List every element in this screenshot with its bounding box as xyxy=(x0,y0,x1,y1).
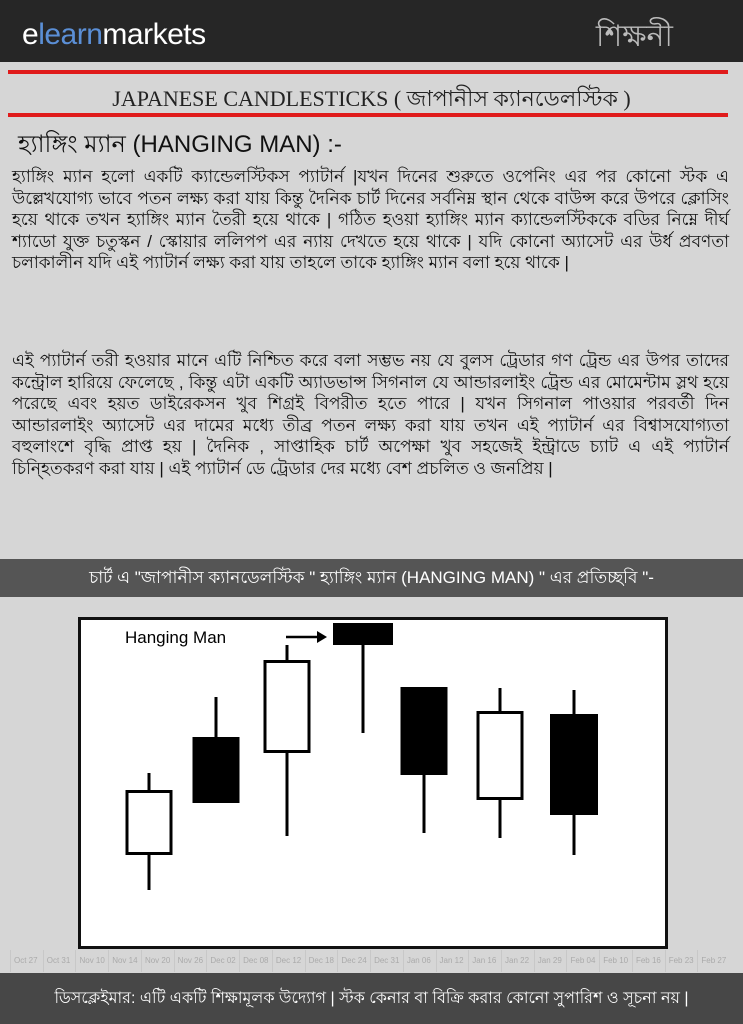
brand-bengali: শিক্ষনী xyxy=(595,19,673,54)
arrow-head-icon xyxy=(317,631,327,643)
date-label: Feb 16 xyxy=(632,950,665,972)
date-label: Dec 12 xyxy=(272,950,305,972)
date-label: Oct 31 xyxy=(43,950,76,972)
candlestick-chart xyxy=(78,617,668,949)
disclaimer: ডিসক্লেইমার: এটি একটি শিক্ষামূলক উদ্যোগ | স্টক কেনার বা বিক্রি করার কোনো সুপারিশ ও সূচনা নয় | xyxy=(0,973,743,1024)
logo-text: markets xyxy=(102,18,206,51)
annotation-label: Hanging Man xyxy=(125,628,227,647)
elearnmarkets-logo xyxy=(22,18,206,52)
date-label: Feb 10 xyxy=(599,950,632,972)
bearish-candle xyxy=(335,625,392,644)
date-label: Dec 18 xyxy=(305,950,338,972)
candlestick-svg xyxy=(81,620,665,946)
date-label: Nov 14 xyxy=(108,950,141,972)
date-label: Jan 06 xyxy=(403,950,436,972)
date-label: Dec 24 xyxy=(337,950,370,972)
date-label: Nov 26 xyxy=(174,950,207,972)
page-title: JAPANESE CANDLESTICKS ( জাপানীস ক্যানডেলস্টিক ) xyxy=(112,86,631,111)
date-label: Oct 27 xyxy=(10,950,43,972)
background-date-axis xyxy=(10,950,730,972)
date-label: Feb 23 xyxy=(665,950,698,972)
header-bar xyxy=(0,0,743,62)
paragraph: এই প্যাটার্ন তরী হওয়ার মানে এটি নিশ্চিত করে বলা সম্ভভ নয় যে বুলস ট্রেডার গণ ট্রেন্ড এর উপর তাদের কন্ট্রোল হারিয়ে ফেলেছে , কিন্তু এটা একটি অ্যাডভান্স সিগনাল যে আন্ডারলাইং ট্রেন্ড এর মোমেন্টাম স্লথ হয়ে পরেছে এবং হয়ত ডাইরেকসন খুব শিগ্রই বিপরীত হতে পারে | যখন সিগনাল পাওয়ার পরবর্তী দিন আন্ডারলাইং অ্যাসেট এর দামের মধ্যে তীব্র পতন লক্ষ্য করা যায় তখন এই প্যাটার্ন এর বিশ্বাসযোগ্যতা বহুলাংশে বৃদ্ধি প্রাপ্ত হয় | দৈনিক , সাপ্তাহিক চার্ট অপেক্ষা খুব সহজেই ইন্ট্রাডে চ্যাট এ এই প্যাটার্ন চিন্হিতকরণ করা যায় | এই প্যাটার্ন ডে ট্রেডার দের মধ্যে বেশ প্রচলিত ও জনপ্রিয় | xyxy=(12,351,729,478)
date-label: Jan 22 xyxy=(501,950,534,972)
section-heading: হ্যাঙ্গিং ম্যান (HANGING MAN) :- xyxy=(18,131,342,158)
logo-text: learn xyxy=(38,18,103,51)
date-label: Jan 16 xyxy=(468,950,501,972)
date-label: Nov 20 xyxy=(141,950,174,972)
red-divider xyxy=(8,113,728,117)
date-label: Dec 02 xyxy=(206,950,239,972)
date-label: Feb 04 xyxy=(566,950,599,972)
paragraph: হ্যাঙ্গিং ম্যান হলো একটি ক্যান্ডেলস্টিকস প্যাটার্ন |যখন দিনের শুরুতে ওপেনিং এর পর কোনো স্টক এ উল্লেখযোগ্য ভাবে পতন লক্ষ্য করা যায় কিন্তু দৈনিক চার্ট দিনের সর্বনিম্ন স্থান থেকে বাউন্স করে উপরে ক্লোসিং হয়ে থাকে তখন হ্যাঙ্গিং ম্যান তৈরী হয়ে থাকে | গঠিত হওয়া হ্যাঙ্গিং ম্যান ক্যান্ডেলস্টিককে বডির নিম্নে দীর্ঘ শ্যাডো যুক্ত চতুস্কন / স্কোয়ার ললিপপ এর ন্যায় দেখতে হয়ে থাকে | যদি কোনো অ্যাসেট এর উর্ধ প্রবণতা চলাকালীন যদি এই প্যাটার্ন লক্ষ্য করা যায় তাহলে তাকে হ্যাঙ্গিং ম্যান বলা হয়ে থাকে | xyxy=(12,167,729,272)
date-label: Nov 10 xyxy=(75,950,108,972)
date-label: Dec 08 xyxy=(239,950,272,972)
bearish-candle xyxy=(402,689,446,774)
date-label: Jan 12 xyxy=(436,950,469,972)
date-label: Dec 31 xyxy=(370,950,403,972)
bullish-candle xyxy=(127,792,171,854)
chart-caption: চার্ট এ "জাপানীস ক্যানডেলস্টিক " হ্যাঙ্গিং ম্যান (HANGING MAN) " এর প্রতিচ্ছবি "- xyxy=(0,559,743,597)
logo-text: e xyxy=(22,18,39,51)
date-label: Jan 29 xyxy=(534,950,567,972)
bearish-candle xyxy=(552,716,597,814)
bullish-candle xyxy=(265,662,309,752)
red-divider xyxy=(8,70,728,74)
bullish-candle xyxy=(478,713,522,799)
date-label: Feb 27 xyxy=(697,950,730,972)
bearish-candle xyxy=(194,739,238,802)
